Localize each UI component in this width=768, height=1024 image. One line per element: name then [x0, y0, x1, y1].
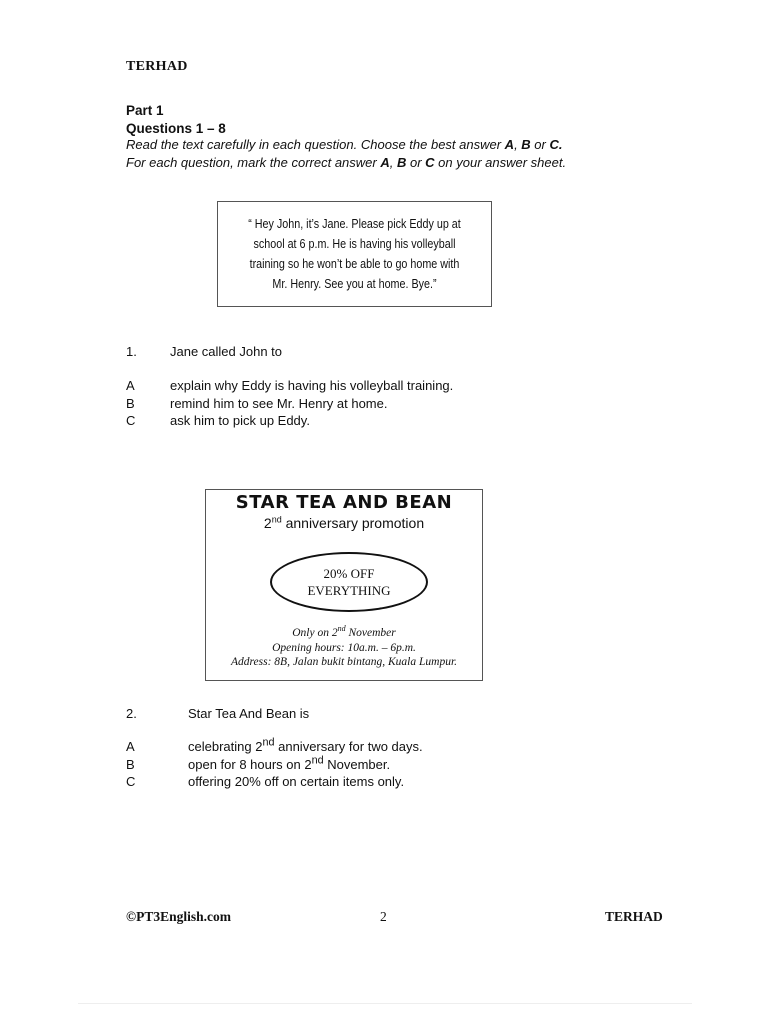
question-2-option-a-text: celebrating 2nd anniversary for two days. — [188, 736, 423, 754]
instruction-line-2: For each question, mark the correct answer A, B or C on your answer sheet. — [126, 155, 567, 170]
phone-message-text: “ Hey John, it’s Jane. Please pick Eddy up at school at 6 p.m. He is having his volleyball training so he won’t be able to go home with Mr. Henry. See you at home. Bye.” — [248, 217, 461, 291]
questions-range: Questions 1 – 8 — [126, 121, 226, 136]
question-2-number: 2. — [126, 706, 137, 721]
restriction-footer: TERHAD — [605, 909, 663, 924]
question-1-stem: Jane called John to — [170, 344, 283, 359]
question-1-number: 1. — [126, 344, 137, 359]
instruction-line-1: Read the text carefully in each question. Choose the best answer A, B or C. — [126, 137, 563, 152]
question-2-option-c-text: offering 20% off on certain items only. — [188, 774, 405, 789]
ad-subtitle: 2nd anniversary promotion — [263, 514, 425, 531]
question-1-option-b-letter[interactable]: B — [126, 396, 135, 411]
discount-line-2: EVERYTHING — [307, 583, 391, 598]
ad-title: STAR TEA AND BEAN — [235, 492, 453, 513]
ad-address-line: Address: 8B, Jalan bukit bintang, Kuala Lumpur. — [230, 656, 458, 668]
question-1-option-c-text: ask him to pick up Eddy. — [170, 413, 310, 428]
footer-copyright: ©PT3English.com — [126, 909, 231, 924]
restriction-header: TERHAD — [126, 59, 188, 74]
phone-message-box — [217, 201, 492, 307]
part-heading: Part 1 — [126, 103, 164, 118]
question-1-option-b-text: remind him to see Mr. Henry at home. — [170, 396, 388, 411]
question-1-option-c-letter[interactable]: C — [126, 413, 136, 428]
ad-date-line: Only on 2nd November — [292, 624, 396, 639]
discount-ellipse — [270, 552, 428, 612]
discount-line-1: 20% OFF — [323, 566, 375, 581]
question-2-stem: Star Tea And Bean is — [188, 706, 310, 721]
promotion-ad-box — [205, 489, 483, 681]
question-2-option-b-letter[interactable]: B — [126, 757, 135, 772]
page-bottom-divider — [78, 1003, 692, 1004]
question-2-option-b-text: open for 8 hours on 2nd November. — [188, 754, 391, 772]
question-2-option-a-letter[interactable]: A — [126, 739, 135, 754]
ad-hours-line: Opening hours: 10a.m. – 6p.m. — [272, 642, 416, 654]
page-number: 2 — [380, 909, 387, 924]
question-2-option-c-letter[interactable]: C — [126, 774, 136, 789]
question-1-option-a-letter[interactable]: A — [126, 378, 135, 393]
question-1-option-a-text: explain why Eddy is having his volleyball training. — [170, 378, 454, 393]
